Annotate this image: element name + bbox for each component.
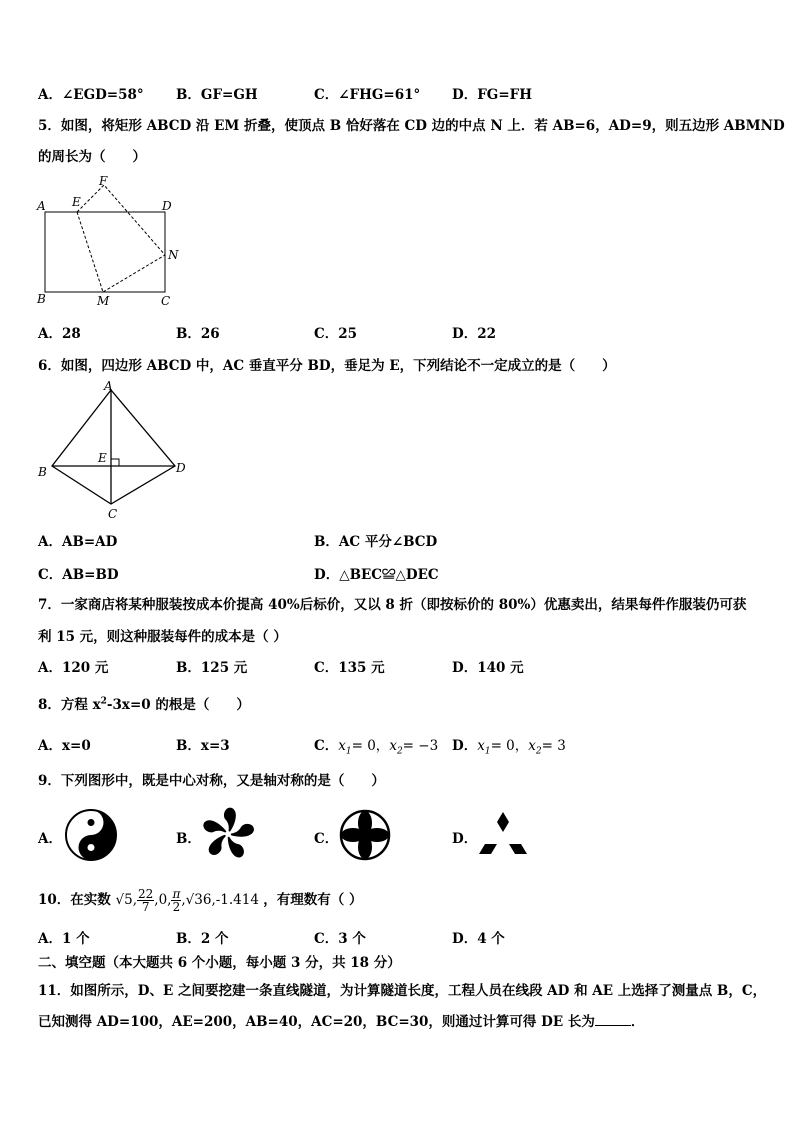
mitsubishi-icon <box>478 812 528 858</box>
q6-label-d: D <box>176 461 186 475</box>
yin-yang-icon <box>64 808 118 862</box>
q9-option-c: C． <box>314 831 339 847</box>
q6-label-c: C <box>108 507 118 521</box>
q6-label-e: E <box>98 451 107 465</box>
q8-option-c-expr: $x_1= 0$，$x_2= -3$ <box>338 738 439 757</box>
q4-option-c: C．∠FHG=61° <box>314 87 421 103</box>
q10-option-a: A．1 个 <box>38 931 90 947</box>
q5-label-e: E <box>72 195 81 209</box>
q10-option-d: D．4 个 <box>452 931 505 947</box>
q6-option-d: D．△BEC≌△DEC <box>314 567 439 583</box>
q7-option-a: A．120 元 <box>38 660 109 676</box>
q5-option-c: C．25 <box>314 326 358 342</box>
q5-option-b: B．26 <box>176 326 220 342</box>
q10-option-c: C．3 个 <box>314 931 366 947</box>
q5-label-m: M <box>97 294 110 308</box>
q4-option-d: D．FG=FH <box>452 87 532 103</box>
q7-option-d: D．140 元 <box>452 660 524 676</box>
q5-option-d: D．22 <box>452 326 496 342</box>
q9-stem: 9．下列图形中，既是中心对称，又是轴对称的是（ ） <box>38 773 385 789</box>
q6-figure <box>34 380 204 520</box>
q5-figure <box>34 174 194 309</box>
q8-option-d <box>452 734 566 757</box>
q8-option-c <box>314 734 438 757</box>
q8-stem <box>38 693 250 713</box>
q10-stem: 10．在实数 √5, $\frac{22}{7}$ ,0, $\frac{\pi}{2}$ ,√36,-1.414 ，有理数有（ ） <box>38 887 363 914</box>
q5-label-b: B <box>37 292 46 306</box>
q5-option-a: A．28 <box>38 326 81 342</box>
q9-option-d: D． <box>452 831 478 847</box>
q6-option-b: B．AC 平分∠BCD <box>314 534 438 550</box>
q8-stem-sup: 2 <box>100 696 107 707</box>
four-petal-circle-icon <box>338 808 392 862</box>
q5-label-f: F <box>99 174 108 188</box>
q5-label-a: A <box>37 199 46 213</box>
q8-stem-post: -3x=0 的根是（ ） <box>106 697 250 713</box>
q6-stem: 6．如图，四边形 ABCD 中，AC 垂直平分 BD，垂足为 E，下列结论不一定成立的是（ ） <box>38 358 616 374</box>
q7-option-b: B．125 元 <box>176 660 248 676</box>
q5-label-n: N <box>168 248 179 262</box>
q7-stem-line2: 利 15 元，则这种服装每件的成本是（ ） <box>38 629 287 645</box>
q8-option-c-label: C． <box>314 738 339 754</box>
q4-option-b: B．GF=GH <box>176 87 258 103</box>
q11-stem-line2: 已知测得 AD=100，AE=200，AB=40，AC=20，BC=30，则通过计算可得 DE 长为 ． <box>38 1014 645 1030</box>
q6-option-a: A．AB=AD <box>38 534 118 550</box>
pinwheel-icon <box>200 806 256 862</box>
q5-stem-line1: 5．如图，将矩形 ABCD 沿 EM 折叠，使顶点 B 恰好落在 CD 边的中点 N 上．若 AB=6，AD=9，则五边形 ABMND <box>38 118 785 134</box>
q5-stem-line2: 的周长为（ ） <box>38 149 146 165</box>
q5-label-c: C <box>161 294 171 308</box>
q6-label-a: A <box>104 379 113 393</box>
q9-option-b: B． <box>176 831 201 847</box>
answer-blank[interactable] <box>595 1013 631 1026</box>
q8-stem-pre: 8．方程 x <box>38 697 101 713</box>
q4-option-a: A．∠EGD=58° <box>38 87 144 103</box>
q8-option-b: B．x=3 <box>176 738 230 754</box>
q8-option-d-label: D． <box>452 738 478 754</box>
q5-label-d: D <box>162 199 172 213</box>
q8-option-a: A．x=0 <box>38 738 91 754</box>
section-heading-fill-in: 二、填空题（本大题共 6 个小题，每小题 3 分，共 18 分） <box>38 955 401 971</box>
q10-option-b: B．2 个 <box>176 931 229 947</box>
q8-option-d-expr: $x_1= 0$，$x_2= 3$ <box>477 738 566 757</box>
q9-option-a: A． <box>38 831 62 847</box>
q7-option-c: C．135 元 <box>314 660 385 676</box>
q7-stem-line1: 7．一家商店将某种服装按成本价提高 40%后标价，又以 8 折（即按标价的 80%）优惠卖出，结果每件作服装仍可获 <box>38 597 747 613</box>
q6-option-c: C．AB=BD <box>38 567 119 583</box>
q11-stem-line1: 11．如图所示，D、E 之间要挖建一条直线隧道，为计算隧道长度，工程人员在线段 AD 和 AE 上选择了测量点 B，C， <box>38 983 767 999</box>
q10-number-list: √5, $\frac{22}{7}$ ,0, $\frac{\pi}{2}$ ,√36,-1.414 <box>115 887 259 914</box>
q6-label-b: B <box>38 465 47 479</box>
